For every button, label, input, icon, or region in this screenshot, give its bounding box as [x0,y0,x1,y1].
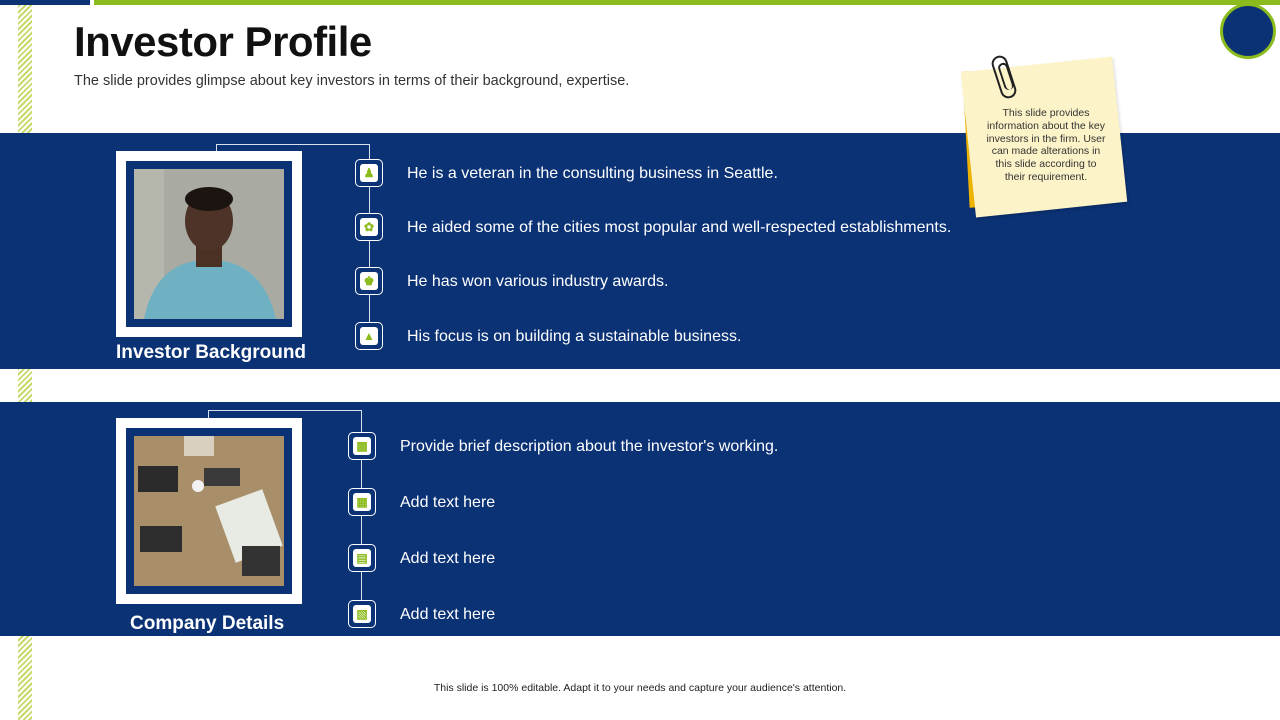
investor-photo [134,169,284,319]
top-accent-bar-green [94,0,1280,5]
sticky-note-text: This slide provides information about the key investors in the firm. User can made alterations in this slide according to their requirement. [986,107,1106,183]
page-title: Investor Profile [74,18,372,65]
footer-note: This slide is 100% editable. Adapt it to your needs and capture your audience's attention. [433,682,847,694]
growth-icon: ▲ [355,322,383,350]
person-icon: ♟ [355,159,383,187]
investor-background-label: Investor Background [116,342,307,363]
person-photo-icon [134,169,284,319]
connector-line [208,410,209,418]
company-item-3: Add text here [400,550,496,567]
connector-line [216,144,370,145]
office-icon: ▤ [348,544,376,572]
company-photo-frame [116,418,302,604]
investor-item-3: He has won various industry awards. [407,273,669,290]
investor-item-2: He aided some of the cities most popular and well-respected establishments. [407,219,952,236]
company-item-2: Add text here [400,494,496,511]
investor-item-4: His focus is on building a sustainable business. [407,328,742,345]
company-item-1: Provide brief description about the investor's working. [400,438,779,455]
briefcase-icon: ▩ [348,432,376,460]
investor-photo-frame [116,151,302,337]
page-subtitle: The slide provides glimpse about key investors in terms of their background, expertise. [74,73,630,89]
handshake-icon: ✿ [355,213,383,241]
company-photo [134,436,284,586]
top-accent-bar-navy [0,0,90,5]
corner-circle-decoration [1220,3,1276,59]
trophy-icon: ♚ [355,267,383,295]
building-icon: ▦ [348,488,376,516]
office-desk-photo-icon [134,436,284,586]
connector-line [208,410,362,411]
company-details-label: Company Details [130,613,285,634]
investor-item-1: He is a veteran in the consulting business in Seattle. [407,165,778,182]
company-item-4: Add text here [400,606,496,623]
city-icon: ▧ [348,600,376,628]
